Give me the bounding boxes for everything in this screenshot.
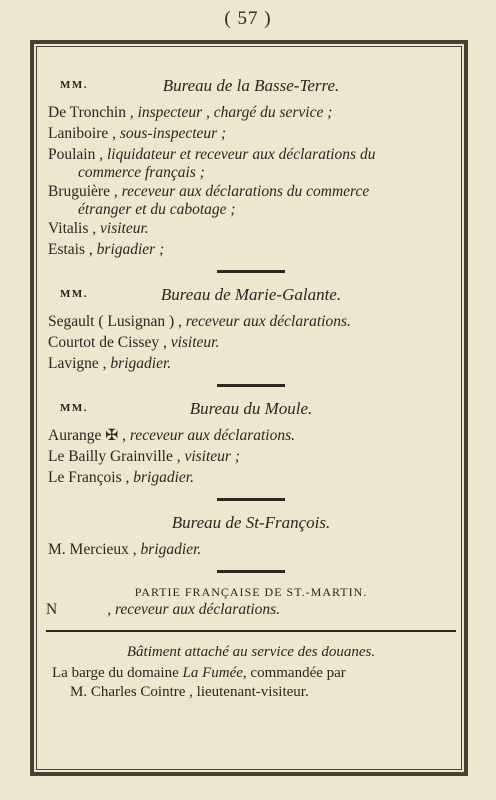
entry-line: Estais , brigadier ; [48,241,165,258]
section-prefix: MM. [60,79,89,91]
section-prefix: MM. [60,288,89,300]
entry-line: Lavigne , brigadier. [48,355,172,372]
page-number: ( 57 ) [224,8,272,29]
footer-title: Bâtiment attaché au service des douanes. [126,644,376,660]
entry-line: Aurange ✠ , receveur aux déclarations. [48,427,295,444]
page-content [46,76,456,702]
entry-line: De Tronchin , inspecteur , chargé du service ; [48,104,333,121]
section-prefix: MM. [60,402,89,414]
section-title-moule: MM. Bureau du Moule. [60,399,313,418]
entry-line: Poulain , liquidateur et receveur aux déclarations du commerce français ; [48,146,376,181]
entry-line: Segault ( Lusignan ) , receveur aux déclarations. [48,313,351,330]
footer-line: M. Charles Cointre , lieutenant-visiteur. [70,684,309,700]
footer-line: La barge du domaine La Fumée, commandée par [52,665,346,681]
entry-line: Bruguière , receveur aux déclarations du commerce étranger et du cabotage ; [48,183,370,218]
entry-line: M. Mercieux , brigadier. [48,541,202,558]
entry-line: N , receveur aux déclarations. [46,601,281,618]
entry-line: Le Bailly Grainville , visiteur ; [48,448,240,465]
section-divider [217,570,285,573]
entry-line: Le François , brigadier. [48,469,194,486]
footer-divider [46,630,456,632]
entry-line: Laniboire , sous-inspecteur ; [48,125,227,142]
section-title-st-martin: PARTIE FRANÇAISE DE ST.-MARTIN. [134,585,368,599]
section-divider [217,498,285,501]
entry-line: Vitalis , visiteur. [48,220,149,237]
entry-line: Courtot de Cissey , visiteur. [48,334,220,351]
section-divider [217,384,285,387]
section-title-marie-galante: MM. Bureau de Marie-Galante. [60,285,342,304]
section-divider [217,270,285,273]
section-title-st-francois: Bureau de St-François. [171,513,331,532]
section-title-basse-terre: MM. Bureau de la Basse-Terre. [60,76,340,95]
